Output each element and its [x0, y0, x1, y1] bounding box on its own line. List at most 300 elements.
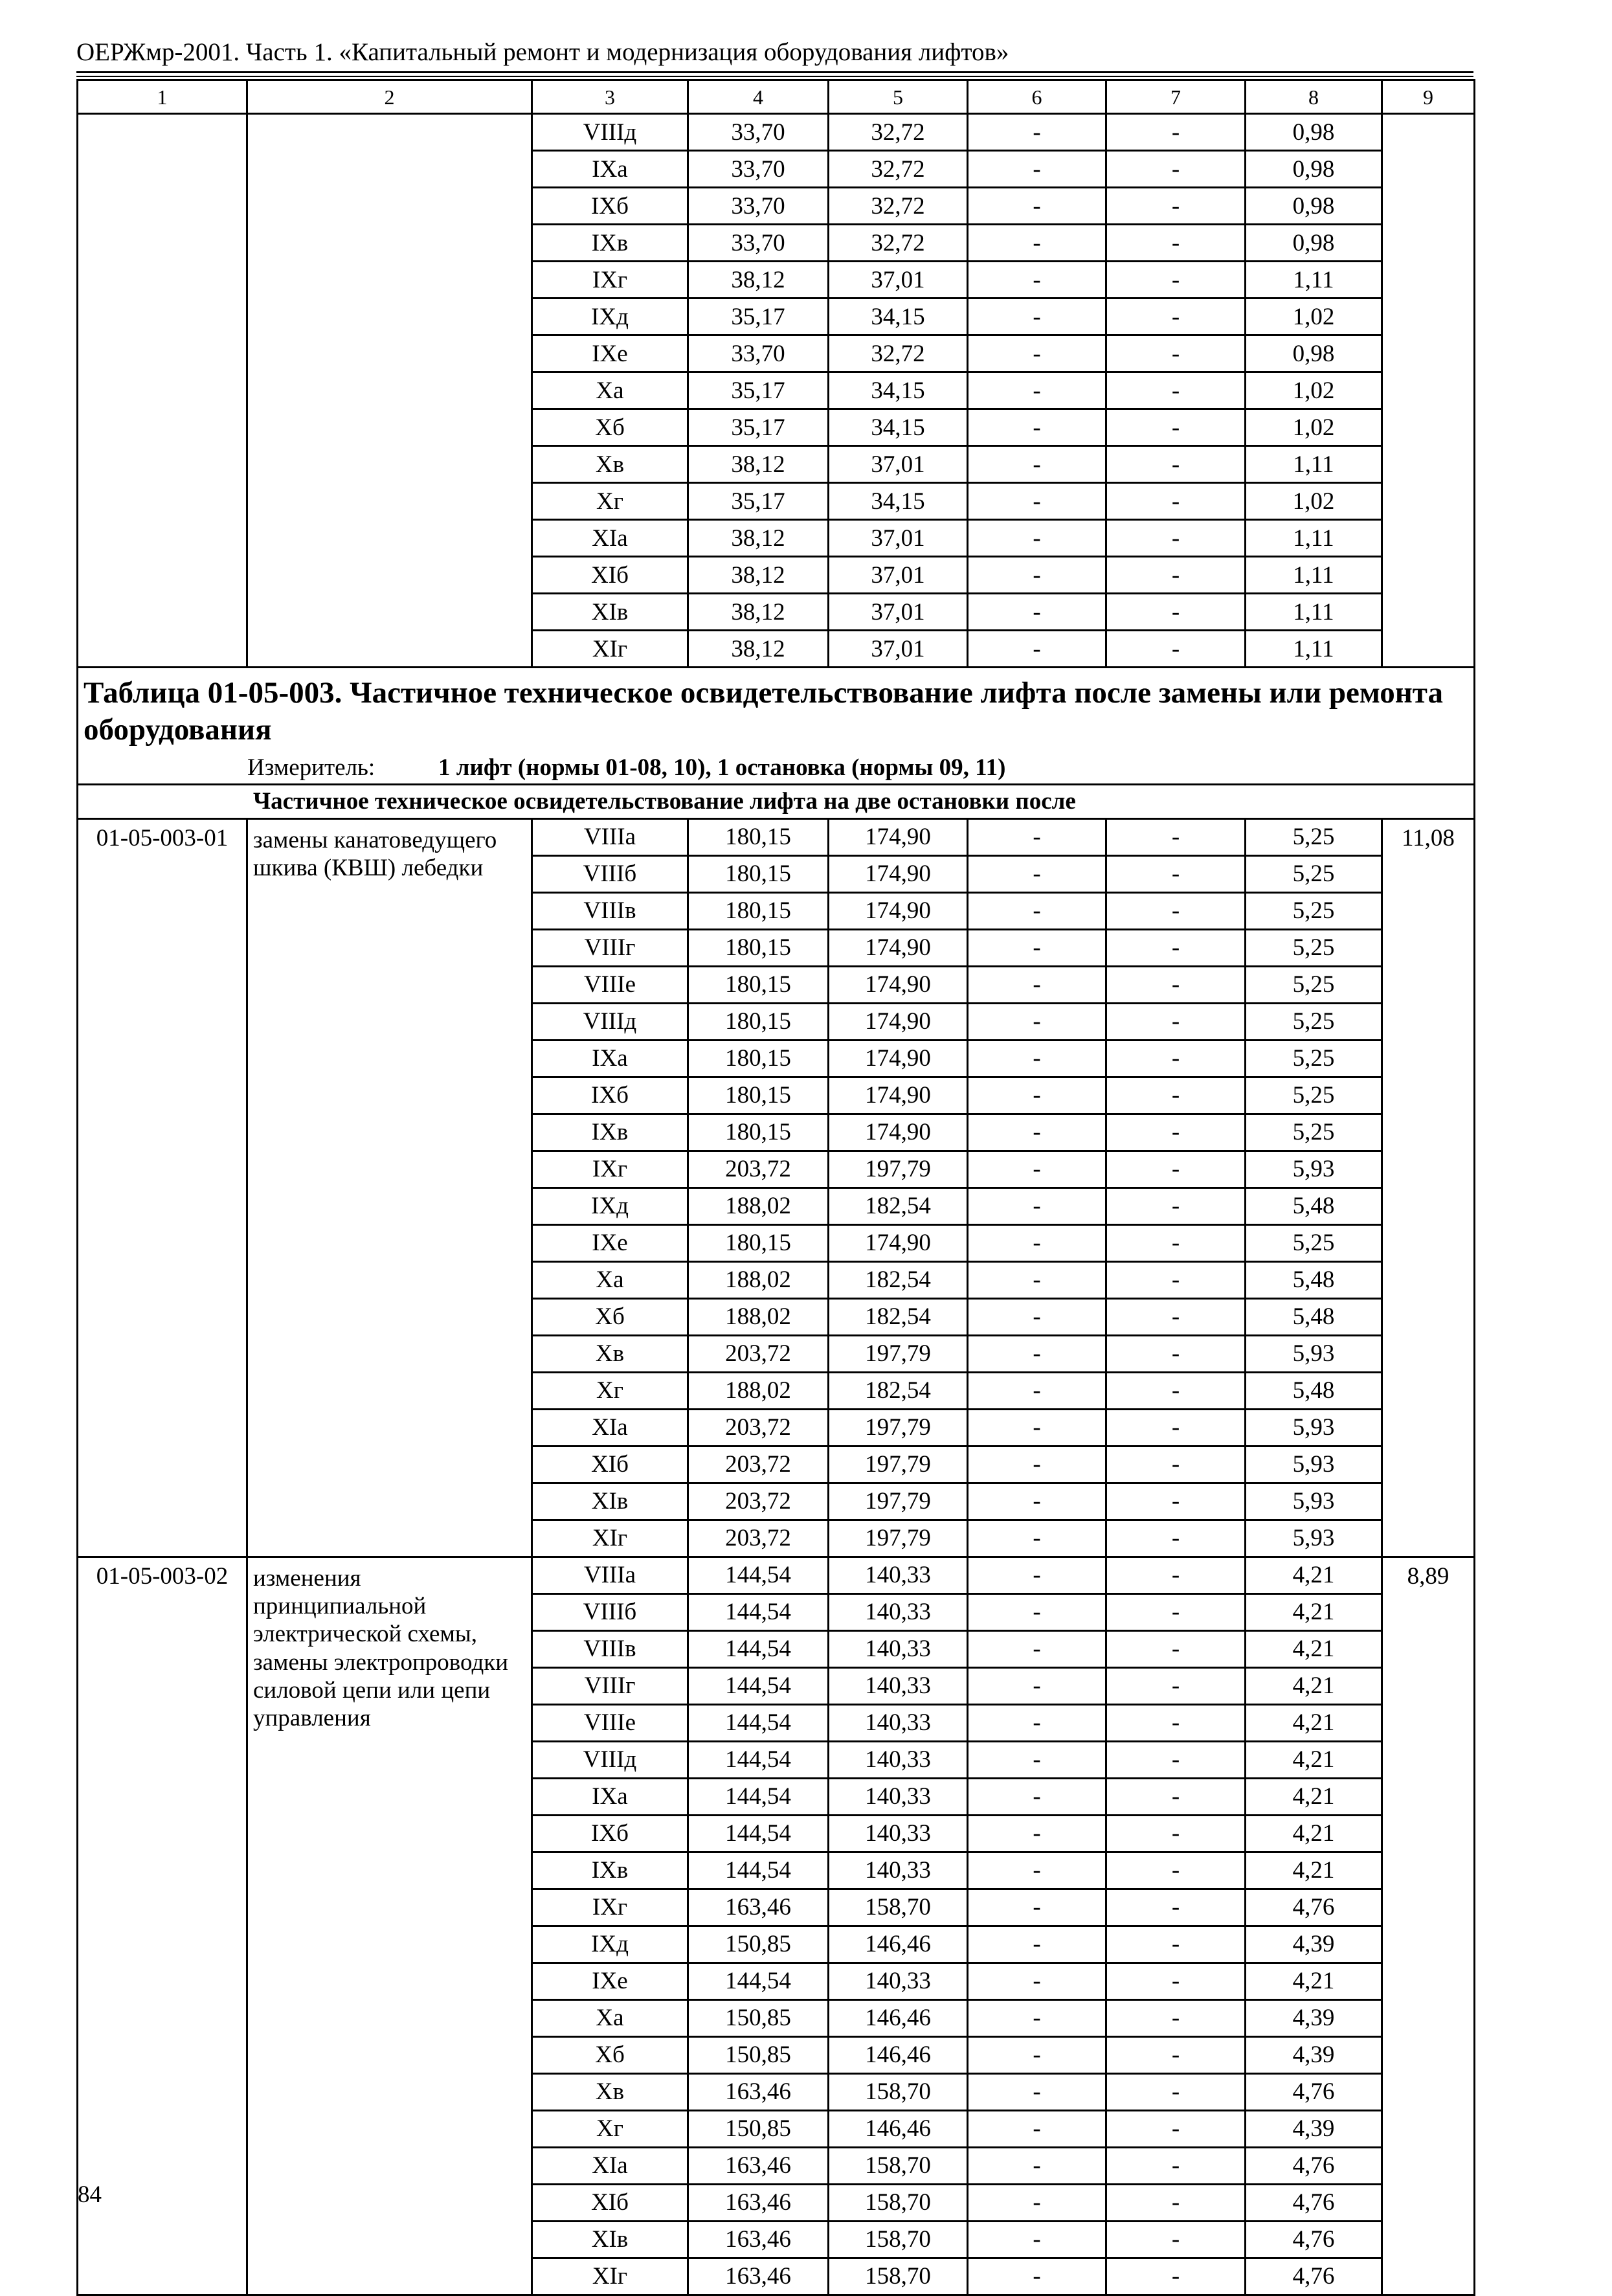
cell-c6: -: [968, 2221, 1106, 2258]
cell-c7: -: [1106, 298, 1246, 335]
cell-c5: 182,54: [829, 1372, 968, 1409]
cell-c7: -: [1106, 1630, 1246, 1667]
table-body: [78, 80, 1475, 2295]
cell-c3: IXе: [532, 335, 688, 372]
cell-c5: 174,90: [829, 855, 968, 892]
cell-c3: IXв: [532, 1852, 688, 1889]
cell-c4: 33,70: [688, 114, 829, 151]
cell-c8: 1,11: [1246, 631, 1382, 668]
cell-c6: -: [968, 188, 1106, 225]
cell-c6: -: [968, 1040, 1106, 1077]
cell-c7: -: [1106, 2258, 1246, 2295]
cell-c6: -: [968, 2036, 1106, 2073]
cell-c6: -: [968, 1261, 1106, 1298]
cell-c3: IXб: [532, 188, 688, 225]
cell-c7: -: [1106, 2110, 1246, 2147]
cell-c8: 5,25: [1246, 1040, 1382, 1077]
cell-c8: 4,21: [1246, 1667, 1382, 1704]
header-rule: [76, 71, 1473, 73]
cell-c5: 37,01: [829, 262, 968, 298]
page-header: ОЕРЖмр-2001. Часть 1. «Капитальный ремонт и модернизация оборудования лифтов»: [76, 38, 1009, 66]
cell-c7: -: [1106, 1926, 1246, 1963]
cell-c7: -: [1106, 225, 1246, 262]
cell-c8: 4,21: [1246, 1704, 1382, 1741]
cell-c7: -: [1106, 1815, 1246, 1852]
cell-c8: 5,25: [1246, 855, 1382, 892]
cell-c7: -: [1106, 594, 1246, 631]
cell-c4: 144,54: [688, 1852, 829, 1889]
cell-c7: -: [1106, 446, 1246, 483]
cell-c3: XIв: [532, 1483, 688, 1520]
cell-c8: 5,48: [1246, 1261, 1382, 1298]
cell-c3: Xа: [532, 1999, 688, 2036]
cell-c3: IXд: [532, 298, 688, 335]
cell-c4: 35,17: [688, 298, 829, 335]
cell-c7: -: [1106, 1187, 1246, 1224]
cell-c4: 38,12: [688, 262, 829, 298]
cell-c4: 33,70: [688, 335, 829, 372]
norm-code: 01-05-003-01: [78, 818, 247, 1557]
cell-c6: -: [968, 892, 1106, 929]
cell-c8: 1,11: [1246, 262, 1382, 298]
cell-c5: 197,79: [829, 1151, 968, 1187]
cell-c6: -: [968, 2110, 1106, 2147]
cell-c3: Xб: [532, 2036, 688, 2073]
cell-c8: 5,25: [1246, 1077, 1382, 1114]
cell-c7: -: [1106, 1963, 1246, 1999]
cell-c4: 163,46: [688, 2073, 829, 2110]
cell-c7: -: [1106, 1593, 1246, 1630]
cell-c6: -: [968, 1114, 1106, 1151]
cell-c7: -: [1106, 2147, 1246, 2184]
cell-c6: -: [968, 1335, 1106, 1372]
cell-c5: 174,90: [829, 1003, 968, 1040]
code-cell: [78, 114, 247, 668]
cell-c3: VIIIб: [532, 1593, 688, 1630]
cell-c5: 34,15: [829, 483, 968, 520]
cell-c6: -: [968, 1815, 1106, 1852]
cell-c3: Xа: [532, 372, 688, 409]
table-row: [78, 114, 1475, 151]
cell-c6: -: [968, 1372, 1106, 1409]
cell-c3: XIг: [532, 2258, 688, 2295]
cell-c4: 203,72: [688, 1151, 829, 1187]
cell-c4: 203,72: [688, 1335, 829, 1372]
cell-c7: -: [1106, 1557, 1246, 1593]
cell-c8: 5,25: [1246, 892, 1382, 929]
cell-c7: -: [1106, 1114, 1246, 1151]
column-number: 8: [1246, 80, 1382, 114]
cell-c3: XIв: [532, 594, 688, 631]
cell-c5: 174,90: [829, 1077, 968, 1114]
cell-c7: -: [1106, 1483, 1246, 1520]
cell-c4: 144,54: [688, 1630, 829, 1667]
cell-c4: 38,12: [688, 446, 829, 483]
cell-c4: 150,85: [688, 1999, 829, 2036]
cell-c8: 5,48: [1246, 1372, 1382, 1409]
cell-c5: 32,72: [829, 114, 968, 151]
cell-c7: -: [1106, 1741, 1246, 1778]
cell-c4: 203,72: [688, 1483, 829, 1520]
cell-c5: 32,72: [829, 151, 968, 188]
cell-c3: IXд: [532, 1926, 688, 1963]
column-number: 1: [78, 80, 247, 114]
cell-c6: -: [968, 225, 1106, 262]
cell-c4: 203,72: [688, 1520, 829, 1557]
cell-c7: -: [1106, 631, 1246, 668]
cell-c3: IXг: [532, 1151, 688, 1187]
cell-c5: 146,46: [829, 1926, 968, 1963]
cell-c7: -: [1106, 1446, 1246, 1483]
cell-c5: 140,33: [829, 1852, 968, 1889]
cell-c8: 5,25: [1246, 1224, 1382, 1261]
cell-c8: 1,02: [1246, 409, 1382, 446]
header-rule-thin: [76, 76, 1473, 77]
cell-c7: -: [1106, 1409, 1246, 1446]
cell-c4: 35,17: [688, 409, 829, 446]
cell-c7: -: [1106, 1852, 1246, 1889]
cell-c5: 140,33: [829, 1704, 968, 1741]
cell-c6: -: [968, 1630, 1106, 1667]
cell-c6: -: [968, 372, 1106, 409]
cell-c5: 34,15: [829, 372, 968, 409]
cell-c6: -: [968, 1926, 1106, 1963]
cell-c8: 5,93: [1246, 1151, 1382, 1187]
cell-c8: 5,48: [1246, 1298, 1382, 1335]
cell-c3: IXв: [532, 1114, 688, 1151]
cell-c5: 140,33: [829, 1778, 968, 1815]
cell-c5: 174,90: [829, 929, 968, 966]
cell-c7: -: [1106, 1261, 1246, 1298]
cell-c7: -: [1106, 483, 1246, 520]
cell-c8: 4,76: [1246, 2258, 1382, 2295]
cell-c5: 197,79: [829, 1446, 968, 1483]
cell-c4: 144,54: [688, 1667, 829, 1704]
cell-c4: 180,15: [688, 855, 829, 892]
cell-c8: 5,93: [1246, 1483, 1382, 1520]
cell-c7: -: [1106, 372, 1246, 409]
cell-c4: 203,72: [688, 1446, 829, 1483]
cell-c5: 197,79: [829, 1520, 968, 1557]
cell-c8: 4,76: [1246, 2073, 1382, 2110]
cell-c5: 158,70: [829, 2221, 968, 2258]
cell-c8: 4,21: [1246, 1963, 1382, 1999]
cell-c6: -: [968, 1593, 1106, 1630]
cell-c4: 33,70: [688, 188, 829, 225]
norm-description: замены канатоведущего шкива (КВШ) лебедки: [247, 818, 532, 1557]
cell-c3: VIIIв: [532, 892, 688, 929]
cell-c6: -: [968, 1151, 1106, 1187]
cell-c5: 158,70: [829, 1889, 968, 1926]
cell-c6: -: [968, 1557, 1106, 1593]
cell-c3: Xг: [532, 1372, 688, 1409]
cell-c8: 5,25: [1246, 818, 1382, 855]
cell-c6: -: [968, 631, 1106, 668]
cell-c7: -: [1106, 929, 1246, 966]
subheading-row: [78, 784, 1475, 818]
cell-c7: -: [1106, 818, 1246, 855]
cell-c7: -: [1106, 855, 1246, 892]
cell-c7: -: [1106, 114, 1246, 151]
cell-c5: 146,46: [829, 2110, 968, 2147]
cell-c5: 32,72: [829, 188, 968, 225]
cell-c4: 38,12: [688, 631, 829, 668]
cell-c5: 158,70: [829, 2184, 968, 2221]
measure-label: Измеритель:: [247, 754, 375, 781]
cell-c8: 4,39: [1246, 2110, 1382, 2147]
cell-c8: 5,93: [1246, 1335, 1382, 1372]
cell-c6: -: [968, 1889, 1106, 1926]
cell-c5: 182,54: [829, 1187, 968, 1224]
cell-c6: -: [968, 1852, 1106, 1889]
cell-c8: 4,21: [1246, 1778, 1382, 1815]
cell-c6: -: [968, 298, 1106, 335]
cell-c7: -: [1106, 1224, 1246, 1261]
table-caption: [78, 668, 1475, 785]
cell-c5: 34,15: [829, 298, 968, 335]
cell-c7: -: [1106, 262, 1246, 298]
cell-c6: -: [968, 2184, 1106, 2221]
cell-c8: 4,76: [1246, 2221, 1382, 2258]
cell-c5: 174,90: [829, 1224, 968, 1261]
table-caption-row: [78, 668, 1475, 785]
cell-c4: 163,46: [688, 2147, 829, 2184]
cell-c6: -: [968, 262, 1106, 298]
cell-c8: 5,25: [1246, 1114, 1382, 1151]
cell-c4: 180,15: [688, 929, 829, 966]
column-number: 2: [247, 80, 532, 114]
cell-c5: 158,70: [829, 2147, 968, 2184]
cell-c7: -: [1106, 409, 1246, 446]
cell-c4: 188,02: [688, 1261, 829, 1298]
page-number: 84: [78, 2181, 102, 2208]
cell-c8: 0,98: [1246, 188, 1382, 225]
table-measure: [84, 756, 1468, 780]
column-number: 5: [829, 80, 968, 114]
cell-c3: IXд: [532, 1187, 688, 1224]
norm-c9: 8,89: [1382, 1557, 1475, 2295]
cell-c8: 1,02: [1246, 372, 1382, 409]
cell-c8: 1,11: [1246, 446, 1382, 483]
cell-c5: 37,01: [829, 631, 968, 668]
cell-c8: 0,98: [1246, 114, 1382, 151]
cell-c3: VIIIд: [532, 1003, 688, 1040]
description-cell: [247, 114, 532, 668]
cell-c6: -: [968, 1077, 1106, 1114]
cell-c6: -: [968, 2073, 1106, 2110]
cell-c4: 188,02: [688, 1372, 829, 1409]
cell-c4: 144,54: [688, 1963, 829, 1999]
cell-c5: 174,90: [829, 1040, 968, 1077]
cell-c5: 37,01: [829, 446, 968, 483]
cell-c4: 144,54: [688, 1593, 829, 1630]
column-number: 3: [532, 80, 688, 114]
cell-c6: -: [968, 2258, 1106, 2295]
cell-c6: -: [968, 151, 1106, 188]
cell-c5: 37,01: [829, 594, 968, 631]
cell-c8: 4,39: [1246, 1999, 1382, 2036]
cell-c6: -: [968, 1409, 1106, 1446]
cell-c3: IXг: [532, 1889, 688, 1926]
table-subheading: Частичное техническое освидетельствование лифта на две остановки после: [78, 784, 1475, 818]
cell-c3: XIб: [532, 1446, 688, 1483]
cell-c7: -: [1106, 1667, 1246, 1704]
cell-c8: 5,93: [1246, 1409, 1382, 1446]
cell-c6: -: [968, 1446, 1106, 1483]
table-row: [78, 1557, 1475, 1593]
cell-c8: 5,25: [1246, 966, 1382, 1003]
cell-c8: 4,76: [1246, 1889, 1382, 1926]
cell-c7: -: [1106, 1999, 1246, 2036]
cell-c4: 163,46: [688, 2258, 829, 2295]
cell-c7: -: [1106, 892, 1246, 929]
cell-c3: VIIIг: [532, 1667, 688, 1704]
cell-c8: 4,39: [1246, 1926, 1382, 1963]
cell-c7: -: [1106, 2036, 1246, 2073]
cell-c8: 5,93: [1246, 1520, 1382, 1557]
norm-description: изменения принципиальной электрической схемы, замены электропроводки силовой цепи или цепи управления: [247, 1557, 532, 2295]
cell-c3: IXа: [532, 1040, 688, 1077]
column-number: 9: [1382, 80, 1475, 114]
cell-c3: IXа: [532, 151, 688, 188]
cell-c6: -: [968, 483, 1106, 520]
cell-c8: 4,76: [1246, 2184, 1382, 2221]
cell-c5: 197,79: [829, 1335, 968, 1372]
cell-c6: -: [968, 1778, 1106, 1815]
cell-c7: -: [1106, 1889, 1246, 1926]
cell-c8: 0,98: [1246, 151, 1382, 188]
cell-c5: 182,54: [829, 1261, 968, 1298]
cell-c3: XIа: [532, 2147, 688, 2184]
cell-c6: -: [968, 2147, 1106, 2184]
cell-c4: 180,15: [688, 966, 829, 1003]
cell-c3: VIIIе: [532, 966, 688, 1003]
cell-c6: -: [968, 335, 1106, 372]
cell-c8: 5,25: [1246, 1003, 1382, 1040]
cell-c8: 4,21: [1246, 1630, 1382, 1667]
cell-c6: -: [968, 446, 1106, 483]
cell-c3: XIг: [532, 631, 688, 668]
cell-c4: 163,46: [688, 2221, 829, 2258]
cell-c6: -: [968, 1704, 1106, 1741]
cell-c4: 150,85: [688, 2110, 829, 2147]
cell-c7: -: [1106, 1040, 1246, 1077]
cell-c4: 150,85: [688, 2036, 829, 2073]
cell-c5: 182,54: [829, 1298, 968, 1335]
cell-c5: 37,01: [829, 520, 968, 557]
cell-c3: IXб: [532, 1815, 688, 1852]
norms-table: [76, 79, 1475, 2296]
cell-c3: VIIIа: [532, 818, 688, 855]
cell-c8: 1,02: [1246, 298, 1382, 335]
cell-c5: 34,15: [829, 409, 968, 446]
cell-c4: 144,54: [688, 1741, 829, 1778]
cell-c7: -: [1106, 2221, 1246, 2258]
cell-c6: -: [968, 855, 1106, 892]
column-number: 7: [1106, 80, 1246, 114]
cell-c6: -: [968, 409, 1106, 446]
table-title: Таблица 01-05-003. Частичное техническое освидетельствование лифта после замены или ремонта оборудования: [84, 676, 1443, 747]
cell-c5: 174,90: [829, 892, 968, 929]
cell-c7: -: [1106, 1335, 1246, 1372]
cell-c4: 163,46: [688, 1889, 829, 1926]
cell-c5: 32,72: [829, 335, 968, 372]
cell-c5: 174,90: [829, 818, 968, 855]
cell-c7: -: [1106, 966, 1246, 1003]
cell-c5: 140,33: [829, 1741, 968, 1778]
cell-c8: 4,21: [1246, 1852, 1382, 1889]
cell-c7: -: [1106, 188, 1246, 225]
cell-c6: -: [968, 1483, 1106, 1520]
cell-c5: 140,33: [829, 1815, 968, 1852]
cell-c7: -: [1106, 1151, 1246, 1187]
cell-c8: 4,76: [1246, 2147, 1382, 2184]
cell-c3: XIв: [532, 2221, 688, 2258]
cell-c3: IXе: [532, 1963, 688, 1999]
cell-c3: XIа: [532, 520, 688, 557]
cell-c4: 144,54: [688, 1704, 829, 1741]
cell-c3: Xа: [532, 1261, 688, 1298]
cell-c6: -: [968, 520, 1106, 557]
cell-c5: 140,33: [829, 1630, 968, 1667]
cell-c3: Xв: [532, 446, 688, 483]
cell-c5: 146,46: [829, 1999, 968, 2036]
cell-c6: -: [968, 966, 1106, 1003]
cell-c8: 5,25: [1246, 929, 1382, 966]
cell-c3: IXг: [532, 262, 688, 298]
cell-c8: 4,21: [1246, 1815, 1382, 1852]
cell-c8: 0,98: [1246, 225, 1382, 262]
cell-c4: 180,15: [688, 1040, 829, 1077]
cell-c6: -: [968, 1667, 1106, 1704]
cell-c7: -: [1106, 1520, 1246, 1557]
cell-c7: -: [1106, 2184, 1246, 2221]
cell-c5: 174,90: [829, 1114, 968, 1151]
cell-c8: 1,11: [1246, 557, 1382, 594]
cell-c4: 188,02: [688, 1298, 829, 1335]
cell-c7: -: [1106, 2073, 1246, 2110]
cell-c7: -: [1106, 335, 1246, 372]
cell-c7: -: [1106, 1778, 1246, 1815]
cell-c6: -: [968, 114, 1106, 151]
cell-c8: 4,39: [1246, 2036, 1382, 2073]
cell-c7: -: [1106, 151, 1246, 188]
cell-c4: 180,15: [688, 1003, 829, 1040]
cell-c5: 140,33: [829, 1963, 968, 1999]
cell-c8: 4,21: [1246, 1593, 1382, 1630]
cell-c7: -: [1106, 520, 1246, 557]
cell-c8: 5,93: [1246, 1446, 1382, 1483]
cell-c6: -: [968, 1741, 1106, 1778]
cell-c4: 180,15: [688, 818, 829, 855]
cell-c4: 180,15: [688, 1114, 829, 1151]
cell-c4: 35,17: [688, 483, 829, 520]
cell-c3: Xв: [532, 2073, 688, 2110]
cell-c7: -: [1106, 1704, 1246, 1741]
cell-c3: VIIIд: [532, 1741, 688, 1778]
cell-c9: [1382, 114, 1475, 668]
cell-c4: 144,54: [688, 1778, 829, 1815]
cell-c4: 144,54: [688, 1815, 829, 1852]
cell-c6: -: [968, 594, 1106, 631]
cell-c5: 158,70: [829, 2073, 968, 2110]
cell-c7: -: [1106, 1003, 1246, 1040]
cell-c5: 140,33: [829, 1593, 968, 1630]
cell-c3: Xб: [532, 1298, 688, 1335]
cell-c3: Xв: [532, 1335, 688, 1372]
cell-c4: 150,85: [688, 1926, 829, 1963]
cell-c8: 0,98: [1246, 335, 1382, 372]
